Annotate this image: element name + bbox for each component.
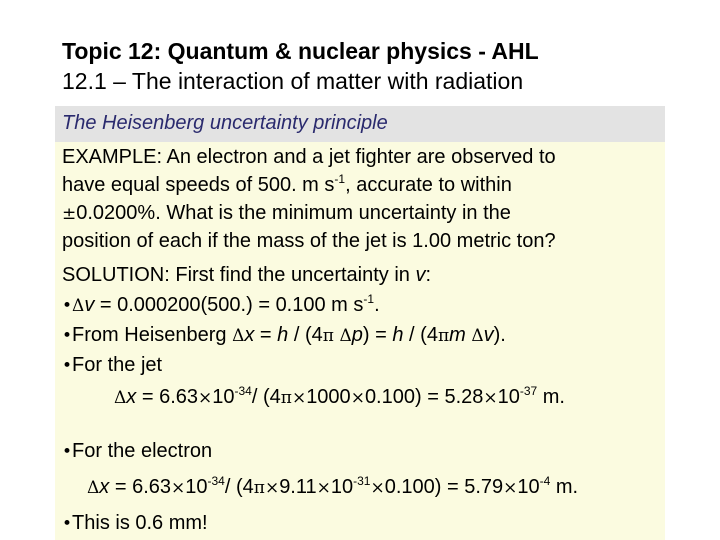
solution-text: From Heisenberg (72, 324, 233, 346)
variable: m (449, 324, 466, 346)
variable: v (415, 264, 426, 286)
solution-text: 1000 (306, 386, 351, 408)
variable: h (392, 324, 404, 346)
delta-symbol: Δ (339, 326, 352, 346)
example-line-1 (62, 144, 556, 170)
example-line-4 (62, 228, 556, 254)
example-text: 0.0200%. What is the minimum uncertainty in the (76, 202, 511, 224)
times-symbol: × (264, 478, 280, 498)
exponent: -34 (207, 474, 225, 488)
example-line-2 (62, 172, 512, 198)
solution-text: 0.100) = 5.79 (384, 476, 504, 498)
variable: v (483, 324, 494, 346)
solution-jet-label (62, 352, 162, 379)
exponent: -34 (234, 384, 252, 398)
title-line-2: 12.1 – The interaction of matter with radiation (62, 68, 524, 94)
delta-symbol: Δ (72, 296, 85, 316)
bullet-icon: • (62, 442, 73, 462)
times-symbol: × (171, 478, 186, 498)
bullet-icon: • (62, 514, 73, 534)
times-symbol: × (483, 388, 498, 408)
solution-text: 10 (497, 386, 520, 408)
delta-symbol: Δ (471, 326, 484, 346)
solution-text: 10 (185, 476, 208, 498)
example-text: have equal speeds of 500. m s (62, 174, 335, 196)
solution-heisenberg-line (62, 322, 506, 349)
subtitle-bar (55, 106, 665, 142)
solution-text: m. (550, 476, 579, 498)
solution-electron-equation (87, 474, 578, 501)
solution-text: / (4 (251, 386, 281, 408)
variable: x (126, 386, 137, 408)
solution-text: 10 (212, 386, 235, 408)
solution-text: = 6.63 (109, 476, 171, 498)
exponent: -1 (363, 292, 375, 306)
subtitle: The Heisenberg uncertainty principle (62, 112, 388, 134)
solution-line-1 (62, 262, 431, 288)
solution-text: 10 (517, 476, 540, 498)
solution-text: 0.100) = 5.28 (364, 386, 484, 408)
exponent: -1 (334, 172, 346, 186)
solution-text: / (4 (288, 324, 323, 346)
solution-final-line (62, 510, 208, 537)
solution-text: / (4 (403, 324, 438, 346)
variable: p (351, 324, 363, 346)
content-panel (55, 142, 665, 540)
pi-symbol: π (280, 388, 292, 408)
solution-text: / (4 (224, 476, 254, 498)
bullet-icon: • (62, 326, 73, 346)
times-symbol: × (370, 478, 385, 498)
solution-text: ). (493, 324, 506, 346)
example-text: position of each if the mass of the jet is 1.00 metric ton? (62, 230, 556, 252)
exponent: -37 (519, 384, 538, 398)
solution-text: : (425, 264, 432, 286)
times-symbol: × (291, 388, 307, 408)
example-text: EXAMPLE: An electron and a jet fighter are observed to (62, 146, 556, 168)
example-line-3 (62, 200, 511, 227)
solution-text: This is 0.6 mm! (72, 512, 208, 534)
solution-text: = 6.63 (136, 386, 198, 408)
pi-symbol: π (253, 478, 265, 498)
solution-jet-equation (114, 384, 565, 411)
slide-title (62, 36, 702, 96)
times-symbol: × (350, 388, 365, 408)
solution-text: 10 (330, 476, 354, 498)
variable: x (244, 324, 255, 346)
solution-text: For the electron (72, 440, 213, 462)
delta-symbol: Δ (232, 326, 245, 346)
example-text: , accurate to within (345, 174, 512, 196)
solution-text: ) = (362, 324, 393, 346)
solution-dv-line (62, 292, 380, 319)
plus-minus-symbol: ± (62, 204, 77, 224)
variable: h (277, 324, 289, 346)
delta-symbol: Δ (114, 388, 127, 408)
solution-text: = (254, 324, 278, 346)
variable: x (99, 476, 110, 498)
exponent: -31 (353, 474, 371, 488)
solution-electron-label (62, 438, 212, 465)
times-symbol: × (316, 478, 331, 498)
times-symbol: × (503, 478, 518, 498)
solution-text: . (374, 294, 380, 316)
bullet-icon: • (62, 356, 73, 376)
exponent: -4 (539, 474, 551, 488)
title-line-1: Topic 12: Quantum & nuclear physics - AHL (62, 38, 539, 64)
pi-symbol: π (322, 326, 334, 346)
variable: v (84, 294, 95, 316)
delta-symbol: Δ (87, 478, 100, 498)
solution-text: SOLUTION: First find the uncertainty in (62, 264, 416, 286)
solution-text: m. (537, 386, 565, 408)
solution-text: = 0.000200(500.) = 0.100 m s (94, 294, 364, 316)
solution-text: 9.11 (279, 476, 317, 498)
pi-symbol: π (437, 326, 450, 346)
times-symbol: × (198, 388, 213, 408)
solution-text: For the jet (72, 354, 163, 376)
bullet-icon: • (62, 296, 73, 316)
